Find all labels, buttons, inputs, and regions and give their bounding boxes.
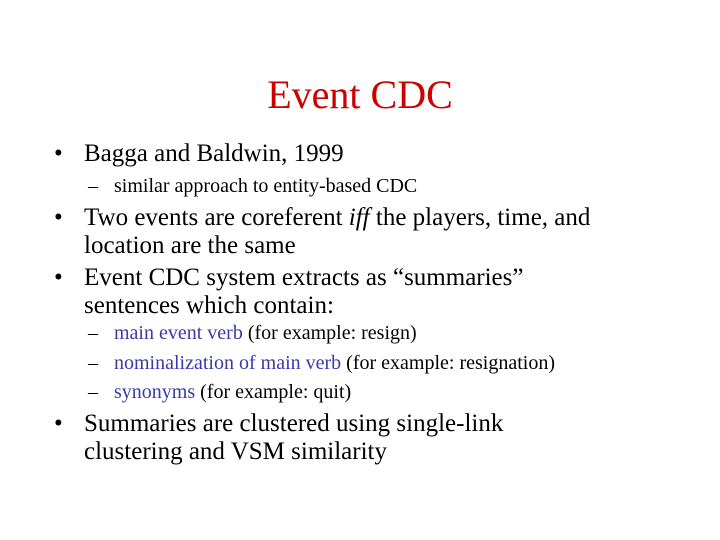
bullet-marker: • [54, 410, 63, 437]
bullet-marker: • [54, 204, 63, 231]
sub-bullet-text [114, 351, 555, 375]
sub-bullet-text: similar approach to entity-based CDC [114, 175, 418, 197]
emphasis-text: iff [348, 204, 370, 231]
bullet-text: Summaries are clustered using single-link [84, 410, 504, 437]
dash-marker: – [88, 381, 98, 403]
sub-bullet-rest: (for example: resignation) [341, 352, 555, 374]
dash-marker: – [88, 352, 98, 374]
bullet-text: Event CDC system extracts as “summaries” [84, 264, 524, 291]
sub-bullet-rest: (for example: resign) [242, 322, 417, 344]
bullet-text: location are the same [84, 232, 296, 259]
sub-bullet-text [114, 380, 351, 404]
bullet-text: clustering and VSM similarity [84, 438, 387, 465]
dash-marker: – [88, 175, 98, 197]
sub-bullet-rest: (for example: quit) [195, 381, 352, 403]
bullet-text: sentences which contain: [84, 292, 334, 319]
bullet-marker: • [54, 140, 63, 167]
dash-marker: – [88, 322, 98, 344]
highlight-term: nominalization of main verb [114, 352, 342, 374]
bullet-marker: • [54, 264, 63, 291]
bullet-text: Bagga and Baldwin, 1999 [84, 140, 344, 167]
bullet-text-part: Two events are coreferent [84, 204, 349, 231]
highlight-term: main event verb [114, 322, 243, 344]
slide-title: Event CDC [267, 72, 453, 117]
bullet-text-part: the players, time, and [369, 204, 591, 231]
sub-bullet-text [114, 321, 417, 345]
highlight-term: synonyms [114, 381, 196, 403]
bullet-text [84, 204, 590, 232]
